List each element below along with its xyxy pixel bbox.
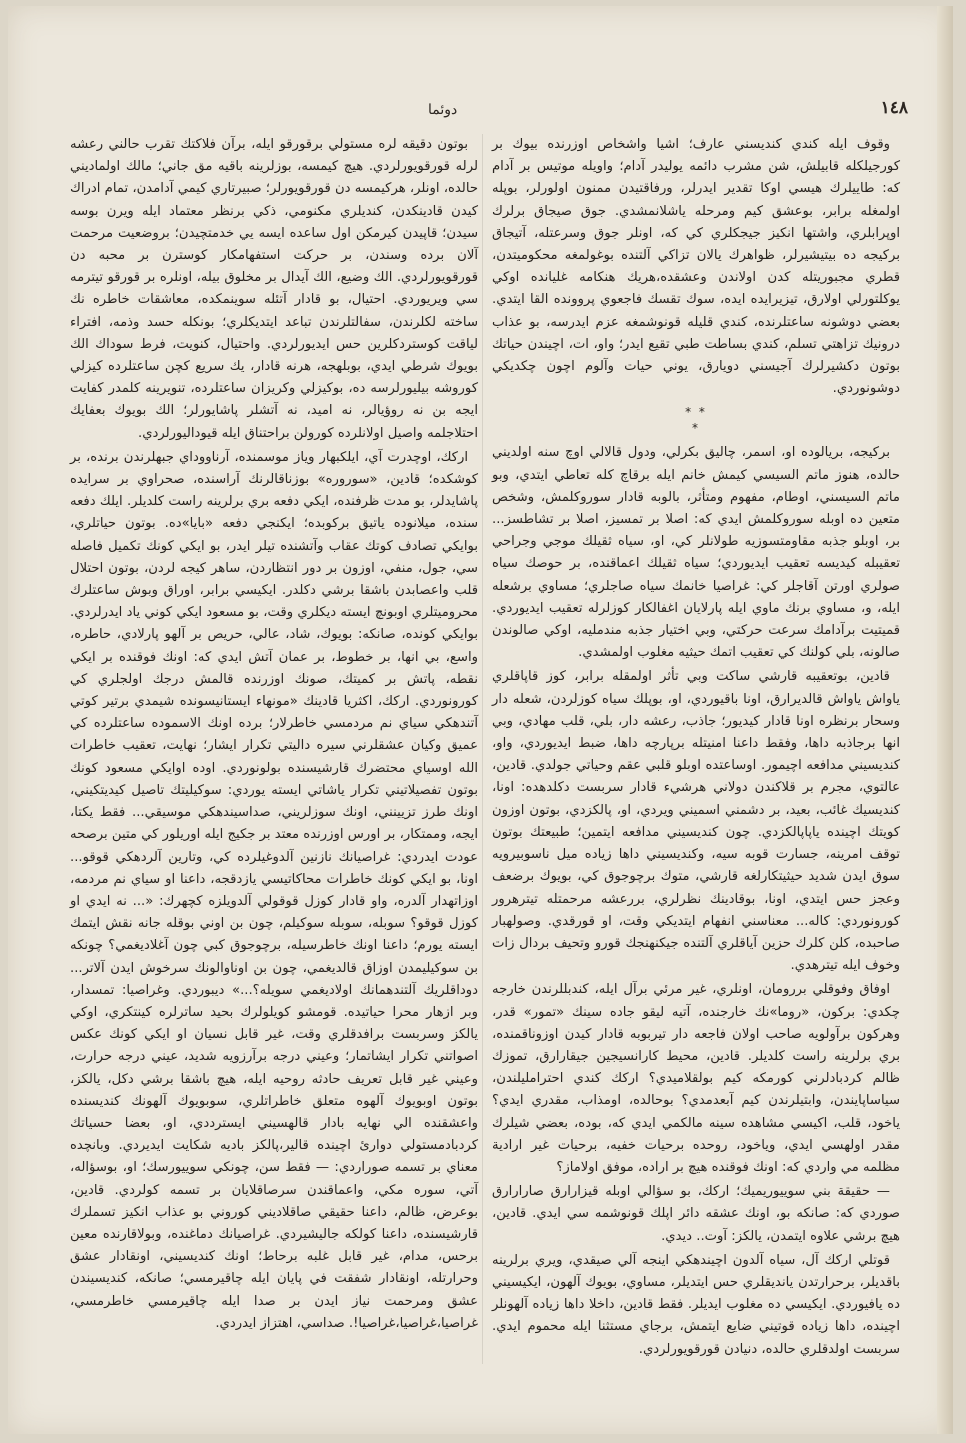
paragraph: وقوف ايله كندي كنديسني عارف؛ اشيا واشخاص اوزرنده بيوك بر كورجيلكله قابيلش، شن مشرب دائمه يوليدر آدام؛ واويله موتيس بر آدام كه: طاييلرك هيسي اوكا تقدير ايدرلر، ورفاقتيدن ممنون اولورلر، بوپله اولمغله برابر، بوعشق كيم ومرحله ياشلانمشدي. جوق صيجاق برلرك اوپرابلري، واشتها انكيز جيجكلري كي كه، اونلر جوق وسرعتله، آتيجاق بركيجه ده بيتيشيرلر، ظواهرك يالان تزاكي آلتنده بوغولمغه محكوميتدن، قطري مجبوريتله كدن اولاندن وعشقده،هريك هنكامه غليانده اوكي يوكلتورلي اولارق، تيزيرايده ايده، سوك تقسك فاجعوي پروونده القا ايتدي. بعضي دوشونه ساعتلرنده، كندي قليله قونوشمغه عزم ايدرسه، بو عذاب درونيك تزاهتي تسلم، كندي بساطت طبي تقيع ايدر؛ واو، ات، اچيندن حياتك بوتون دكشيرلرك آجيسني دويارق، يوني حيات وآلوم اچون چكديكي دوشونوردي. [492, 137, 900, 397]
page-header [68, 98, 908, 128]
left-text-column [70, 134, 478, 1335]
running-head: دوئما [428, 102, 458, 118]
paragraph: قوتلي اركك آل، سياه آلدون اچيندهكي اينجه آلي صيقدي، ويري برلرينه باقديلر، برحرارتدن يانديقلري حس ايتديلر، مساوي، بويوك آلهون، ايكيسيني ده يافيوردي. ايكيسي ده مغلوب ايديلر. فقط قادين، داخلا داها زياده آلهونلر اچينده، داها زياده قوتيني ضايع ايتمش، برجاي مستثنا ايله محموم ايدي. سربست اولدقلري حالده، دنيادن قورقويورلردي. [492, 1252, 900, 1357]
paragraph: بوتون دقيقه لره مستولي برقورقو ايله، برآن فلاكتك تقرب حالني رعشه لرله قورقويورلردي. هيچ كيمسه، بوزلرينه باقيه مق جاني؛ مالك اولماديني حالده، اونلر، هركيمسه دن قورقويورلر؛ صبيرتاري كيمي آدامدن، تمام ادراك كيدن قادينكدن، كنديلري مكنومي، ذكي برنظر معتماد ايله ويرن بوسه سيدن؛ قاپيدن كيرمكن اول ساعده ايسه يي خدمتچيدن؛ بروضعيت مرحمت آلان برده وسندن، بر حركت استفهامكار كوسترن بر محبه دن قورقويورلردي. الك وضيع، الك آيدال بر مخلوق بيله، اونلره بر قورقو تيترمه سي ويريوردي. احتيال، بو قادار آتئله سوينمكده، معاشقات خاطره نك ساخته لكلرندن، سفالتلرندن تباعد ايتديكلري؛ بونكله حسد وذمه، افتراء لياقت كوستردكلرين حس ايديورلردي. واحتيال، كنويت، فرط سوداك الك بويوك شرطي ايدي، بوبلهجه، هرنه قادار، يك سريع كچن ساعتلرده كيزلي كوروشه بيليورلرسه ده، بوكيزلي وكريزان ساعتلرده، تنويرينه كلمدر كفايت ايجه بن نه روؤيالر، نه اميد، نه آتشلر پاشايورلر؛ الك بويوك بعفايك احتلاجلمه واصيل اولانلرده كورولن براحتناق ايله قيوداليورلردي. [70, 137, 478, 441]
section-separator: * * * [685, 405, 707, 436]
paragraph: بركيجه، بريالوده او، اسمر، چاليق بكرلي، ودول قالالي اوچ سنه اولديني حالده، هنوز ماتم السيسي كيمش خانم ايله برقاچ كله تعاطي ايتدي، وبو ماتم السيسني، اوطام، مفهوم ومتأثر، بالوبه قادار سوروكلمش، وشخص متعين ده اوبله سوروكلمش ايدي كه: اصلا بر تمسيز، اصلا بر تشاطسز... بر، اوبلو جذبه مقاومتسوزيه طولانلر كي، او، سياه ثقيلك موجي وجراحي تعقيبله كيديسه تعقيب ايديوردي؛ سياه ثقيلك اعماقنده، بر حوصك سياه صولري اورتن آقاجلر كي: غراصيا خانمك سياه صاجلري؛ مساوي برشعله ايله، و، مساوي برنك ماوي ايله پارلايان اغفالكار كوزلرله تعقيب ايديوردي. قميتيت برآدامك سرعت حركتي، وبي اختيار جذبه مندمليه، اوكي صالوندن صالونه، بلي كولنك كي تعقيب اتمك حيثيه مغلوب اولمشدي. [492, 445, 900, 661]
book-page [8, 6, 953, 1434]
paragraph: اوفاق وفوقلي بررومان، اونلري، غير مرئي برآل ايله، كندبللرندن خارجه چكدي: بركون، «روما»نك خارجنده، آتيه ليقو جاده سينك «تمور» قدر، وهركون برآولويه صاحب اولان فاجعه دار تيربوبه قادار كيدن اوزوناقمنده، بري برلرينه راست كلديلر. قادين، محيط كارانسيجين جيقارارق، تموزك ظالم كردبادلرني كورمكه كيم بولقلاميدي؟ اركك كندي احترامليلندن، سياساپايندن، وابتيلرندن كيم آبعدمدي؟ بوحالده، اومذاب، مقدري ايدي؟ ياخود، قلب، اكيسي مشاهده سينه مالكمي ايدي كه، بوده، بعضي شيلرك مقدر اولهسي ايدي، وياخود، روحده برحيات خفيه، برحيات غير ارادية مظلمه مي واردي كه: اونك فوقنده هيچ بر اراده، موفق اولاماز؟ [492, 982, 900, 1175]
page-number: ١٤٨ [880, 98, 908, 118]
paragraph: اركك، اوچدرت آي، ايلكبهار وياز موسمنده، آرناووداي جبهلرندن برنده، بر كوشكده؛ قادين، «سوروره» بوزناقالرنك آراسنده، صحراوي بر سرايده پاشايدلر، بو مدت ظرفنده، ايكي دفعه بري برلرينه راست كلديلر. ايلك دفعه سنده، ميلانوده ياتيق بركوبده؛ ايكنجي دفعه «بايا»ده. بوتون حياتلري، بوايكي تصادف كوتك عقاب وآتشنده تيلر ايدر، بو ايكي كونك تكميل فاصله سي، جول، منفي، اوزون بر دور انتظاردن، ساهر كيجه لردن، بوتون احتلال قلب واعصابدن باشقا برشي دكلدر. ايكيسي برابر، اوراق وبوش ساعتلرك محروميتلري اوبونچ ايسته ديكلري وقت، بو مسعود ايكي كوني ياد ايدرلردي. بوايكي كونده، صانكه: بويوك، شاد، عالي، حريص بر آلهو پارلادي، حاطره، واسع، بي انها، بر خطوط، بر عمان آتش ايدي كه: اونك فوقنده بر ايكي نقطه، پاتش بر كميتك، صونك اوزرنده قالمش درجك اولجلري كي كورونوردي. اركك، اكثريا قادينك «مونهاء ايستانيسونده شيمدي برتير كوتي آتندهكي سياي نم مردمسي خاطرلار؛ برده اونك الاسموده ساعتلرده كي عميق وكيان عشقلرني سيره داليتي تكرار ايشار؛ نهايت، تعقيب خاطرات الله اوسياي محتضرك قارشيسنده بولونوردي. اوده اوايكي مسعود كونك بوتون تفصيلاتيني تكرار ياشاتي ايسته يوردي: سوكيليتك تاصيل كيديتكيني، اونك طرز تزيينني، اونك سوزلريني، صداسيندهكي موسيقي... فقط يكتا، ايجه، وممتكار، بر اورس اوزرنده معتد بر جكيج ايله اوريلور كي متين برصحه عودت ايدردي: غراصيانك نازنين آلدوغيلرده كي، وتارين آلردهكي قوقو... اونا، بو ايكي كونك خاطرات محاكاتيسي يازدقجه، داعنا او سياي نم مردمه، اوزاتهدار آلدره، واو قادار كوزل قوقولي آلدويلزه كچهرك: «... نه ايدي او كوزل قوقو؟ سوبله، سوبله سوكيلم، چون بن اوني بوقله جانه نقش ايتمك ايسته يورم؛ داعنا اونك خاطرسيله، برچوجوق كبي چون آغلاديغمي؟ چونكه بن سوكيليمدن اوزاق قالديغمي، چون بن اوناوالونك سرخوش ايدن آلاتر... دوداقلريك آلتندهمانك اولاديغمي سويله؟...» ديبوردي. وغراصيا: تمسدار، وبر ازهار محرا حياتيده. قومشو كويلولرك بحيد ساترلره كينتكري، اوكي يالكز وسربست برافدقلري وقت، غير قابل نسيان او ايكي كونك عكس اصواتني تكرار ايشاتمار؛ وعيني درجه برآرزويه شديد، عيني درجه حرارت، وعيني غير قابل تعريف حادثه روحيه ايله، هيچ باشقا برشي دكل، يالكز، بوتون اوبويوك آلهوه متعلق خاطراتلري، سوبويوك آلهونك كنديسنده واعشقنده الي نهايه بادار قالهسيني ايسترددي، او، بعضا حسياتك كردبادمستولي دوارئ اچينده قالير،پالكز باديه شكايت ايديردي. وبانچده معناي بر تسمه صوراردي: — فقط سن، چونكي سوييورسك؛ او، بوسؤاله، آتي، سوره مكي، واعماقندن سرصاقلايان بر تسمه كولردي. قادين، بوعرض، ظالم، داعنا حقيقي صاقلاديني كوروني بو عذاب انكيز تسملرك قارشيسنده، داعنا كولكه جاليشيردي. غراصيانك دماغنده، وبولاقارنده معين برحس، مدام، غير قابل غلبه برحاط؛ اونك كنديسيني، اونقادار عشق وحرارتله، اونقادار شفقت في پايان ايله چاقيرمسي؛ صانكه، كنديسيندن عشق ومرحمت نياز ايدن بر صدا ايله چاقيرمسي خاطرمسي، غراصيا،غراصيا،غراصيا!. صداسي، اهتزاز ايدردي. [70, 449, 478, 1331]
paragraph: قادين، بوتعقيبه قارشي ساكت وبي تأثر اولمقله برابر، كوز قاپاقلري ياواش ياواش قالديرارق، اونا باقيوردي، او، بوپلك سياه كوزلردن، شعله دار وسحار برنظره اونا قادار كيديور؛ جاذب، رعشه دار، بلي، قلب مهادي، وبي انها برجاذبه داها، وفقط داعنا امنيتله برپارچه داها، ضبط ايديوردي، واو، كنديسيني مدافعه اچيمور. اوساعتده اوبلو قلبي عقم وحياتي جولدي. قادين، عالتوي، مجرم بر قلاكندن دولاني هرشيء قادار سربست دكلدهده: اونا، كنديسيك غائب، بعيد، بر دشمني اسميني ويردي، او، پالكزدي، بوتون اوزون كويتك اچينده ياپاپالكزدي. چون كنديسيني مدافعه ايتمين؛ طبيعتك بوتون توقف امرينه، جسارت قوبه سيه، وكنديسيني داها زياده ميل ناسوبيرويه سوق ايدن شديد حيثيتكارلغه قارشي، متوك برچوجوق كي، بويوك برضعف وعجز حس ايتدي، اونا، بوقادينك نظرلري، بررعشه مرحمتله تيترهرور كورونوردي: كاله... معناسني انفهام ايتديكي وقت، او قورقدي. وصولهبار صاحبده، كلن كلرك حزين آياقلري آلتنده جيكنهنجك قورو وتحيف بردال زات وخوف ايله تيترهدي. [492, 669, 900, 974]
right-text-column [492, 134, 900, 1361]
page-binding-shadow [937, 6, 953, 1434]
column-divider [482, 134, 483, 1364]
paragraph: — حقيقة بني سوييوريميك؛ اركك، بو سؤالي اوبله قيزارارق صارارارق صوردي كه: صانكه بو، اونك عشقه دائر اپلك قونوشمه سي ايدي. قادين، هيچ برشي علاوه ايتمدن، يالكز: آوت.. ديدي. [492, 1184, 900, 1244]
